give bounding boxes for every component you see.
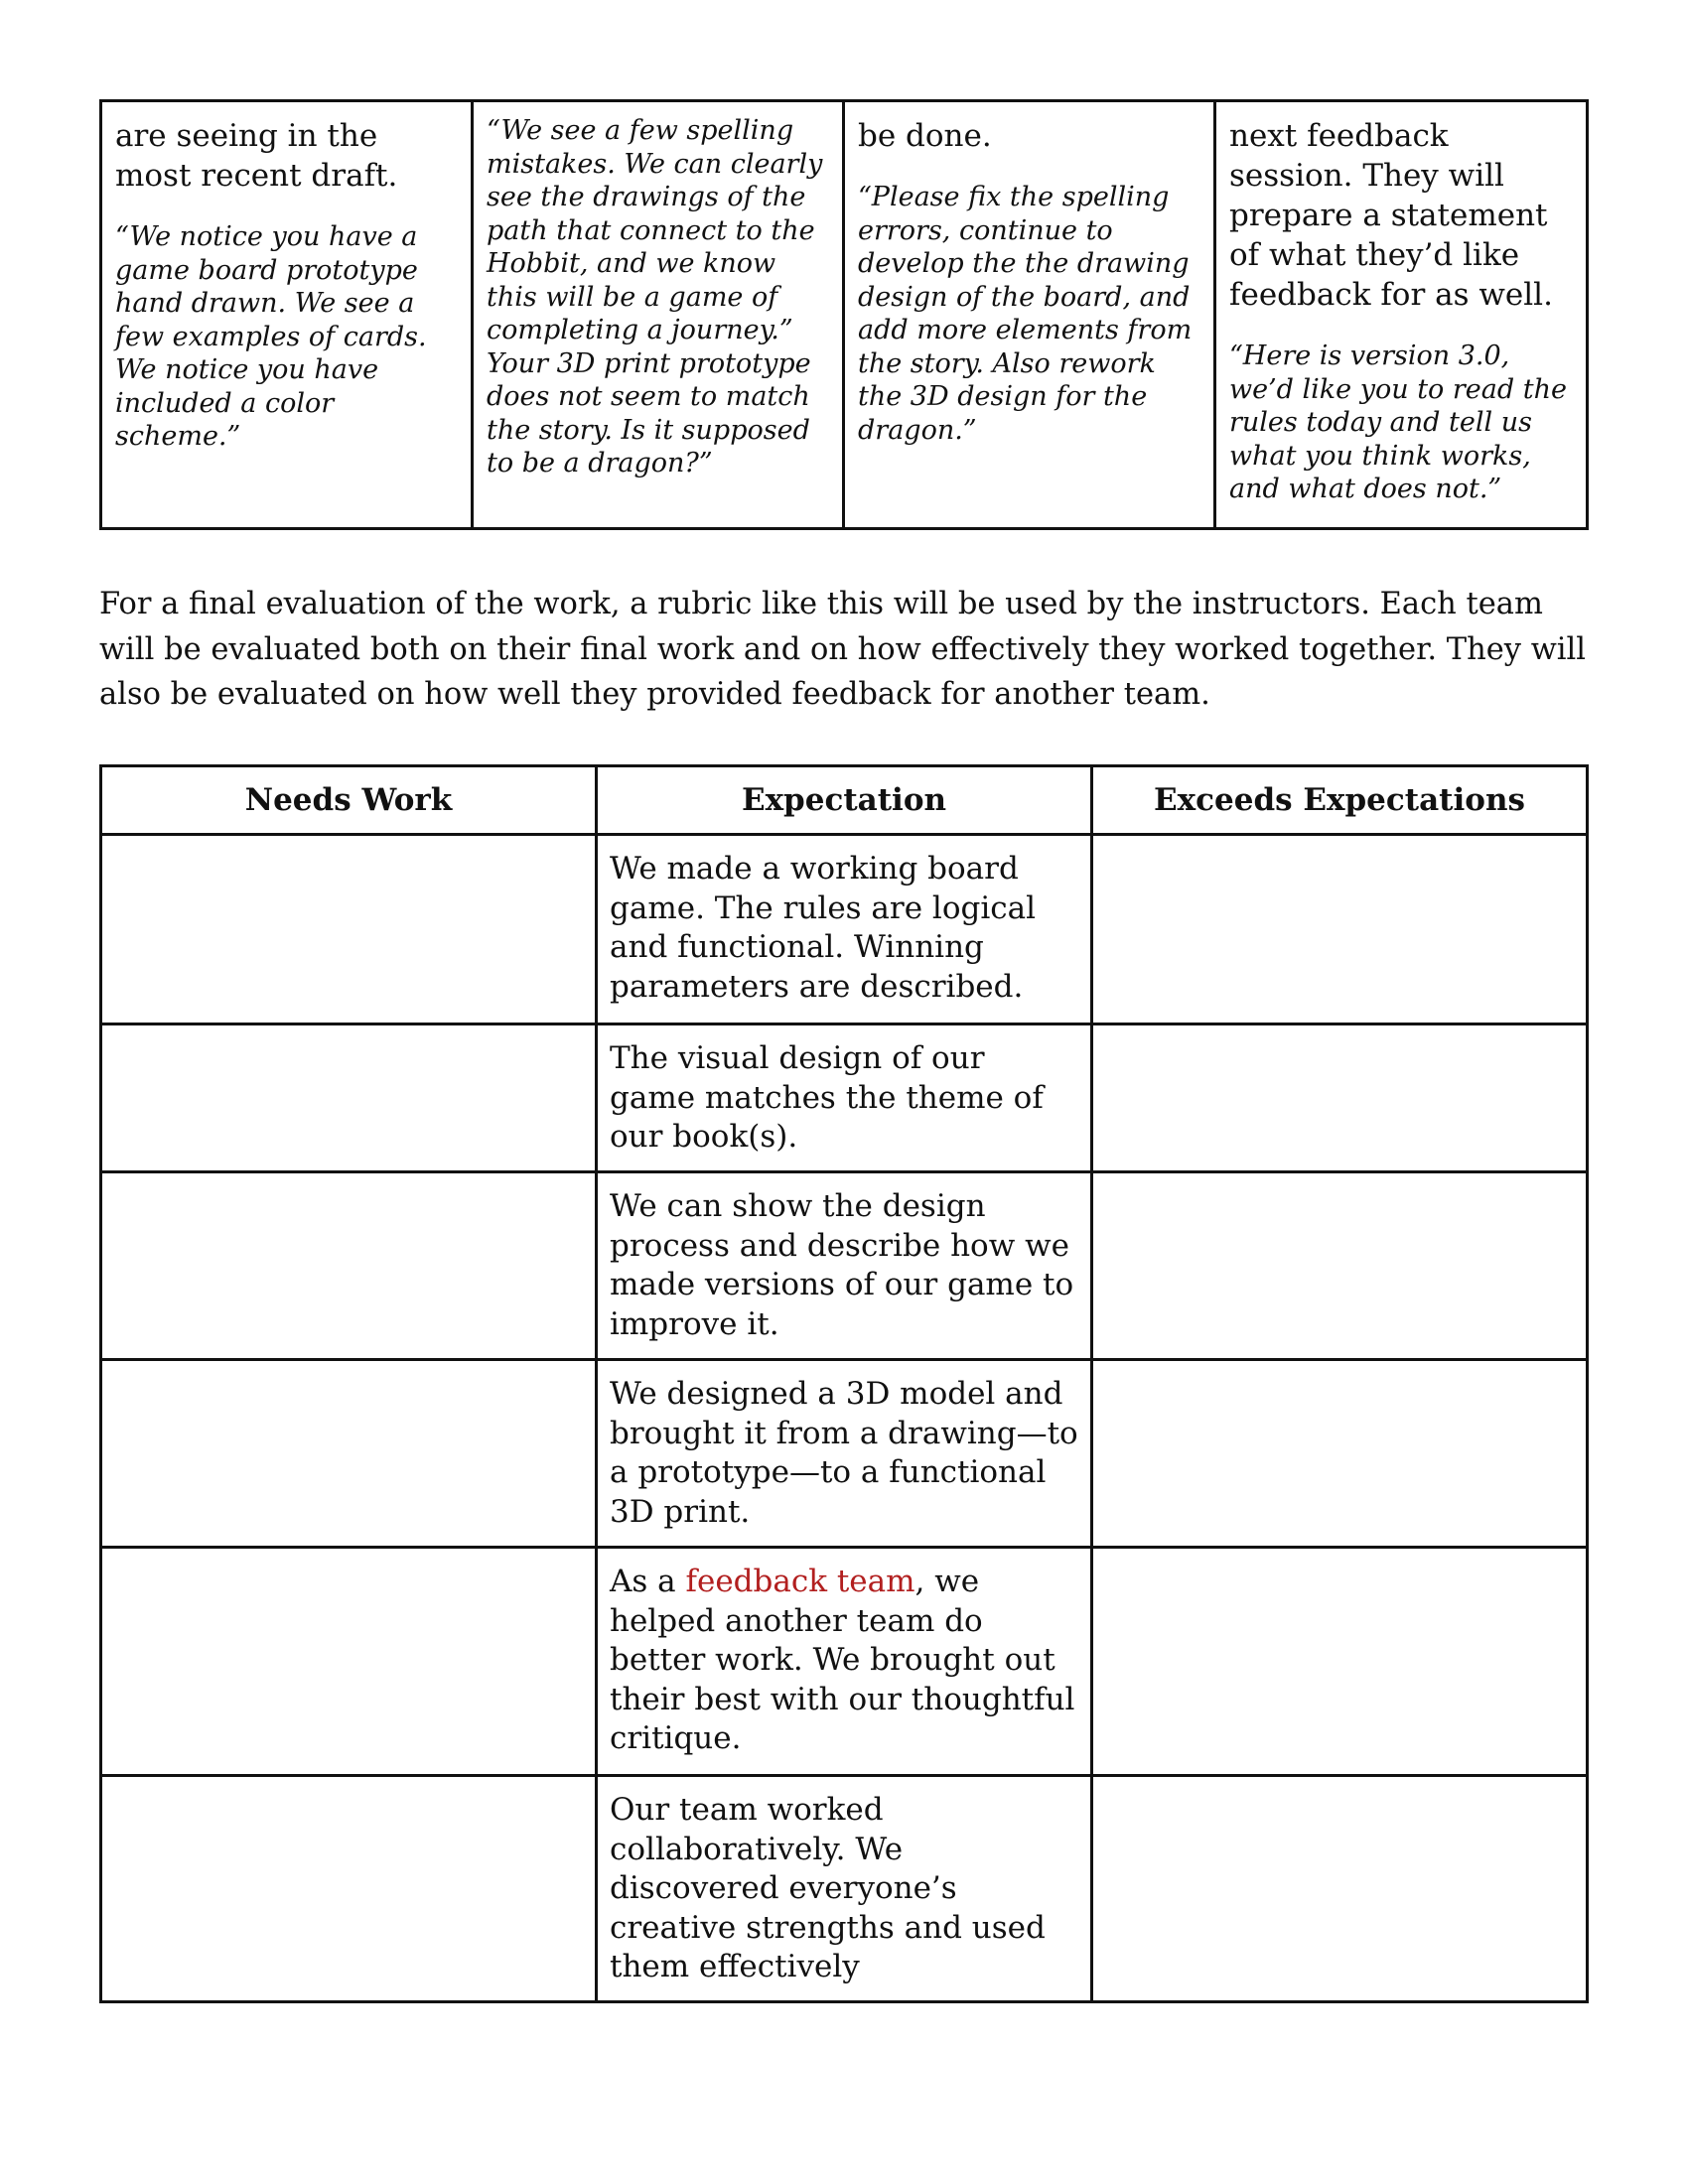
feedback-cell-3 [844, 101, 1215, 529]
feedback-protocol-table [99, 99, 1589, 530]
feedback-team-link[interactable]: feedback team [685, 1564, 915, 1599]
exceeds-cell [1092, 1776, 1588, 2002]
cell-lead-text: are seeing in the most recent draft. [115, 118, 398, 194]
header-needs-work: Needs Work [101, 766, 597, 835]
exceeds-cell [1092, 1172, 1588, 1360]
rubric-intro-paragraph: For a final evaluation of the work, a rubric like this will be used by the instructors. Each team will be evaluated both on their final work and on how effectively they worked together. They will also be evaluated on how well they provided feedback for another team. [99, 587, 1587, 712]
table-row [101, 1360, 1588, 1548]
table-row [101, 1172, 1588, 1360]
table-row [101, 1024, 1588, 1172]
header-exceeds-expectations: Exceeds Expectations [1092, 766, 1588, 835]
exceeds-cell [1092, 1548, 1588, 1776]
needs-work-cell [101, 1172, 597, 1360]
feedback-cell-4 [1215, 101, 1588, 529]
table-row [101, 101, 1588, 529]
cell-lead-text: be done. [858, 118, 992, 154]
expectation-cell: The visual design of our game matches the theme of our book(s). [597, 1024, 1092, 1172]
expectation-suffix: , we helped another team do better work. We brought out their best with our thoughtful critique. [610, 1564, 1075, 1756]
cell-quote-text: “We see a few spelling mistakes. We can clearly see the drawings of the path that connect to the Hobbit, and we know this will be a game of completing a journey.” Your 3D print prototype does not seem to match the story. Is it supposed to be a dragon?” [487, 115, 823, 478]
needs-work-cell [101, 1776, 597, 2002]
cell-quote-text: “Here is version 3.0, we’d like you to read the rules today and tell us what you think works, and what does not.” [1229, 341, 1567, 504]
table-row [101, 1776, 1588, 2002]
feedback-cell-1 [101, 101, 473, 529]
cell-lead-text: next feedback session. They will prepare a statement of what they’d like feedback for as well. [1229, 118, 1553, 313]
expectation-cell: We designed a 3D model and brought it from a drawing—to a prototype—to a functional 3D print. [597, 1360, 1092, 1548]
needs-work-cell [101, 1360, 597, 1548]
exceeds-cell [1092, 1360, 1588, 1548]
expectation-cell: We can show the design process and describe how we made versions of our game to improve it. [597, 1172, 1092, 1360]
table-row [101, 835, 1588, 1024]
expectation-prefix: As a [610, 1564, 686, 1599]
exceeds-cell [1092, 1024, 1588, 1172]
header-expectation: Expectation [597, 766, 1092, 835]
expectation-cell [597, 1548, 1092, 1776]
cell-quote-text: “Please fix the spelling errors, continue to develop the the drawing design of the board, and add more elements from the story. Also rework the 3D design for the dragon.” [858, 182, 1193, 446]
rubric-header-row [101, 766, 1588, 835]
needs-work-cell [101, 1024, 597, 1172]
cell-quote-text: “We notice you have a game board prototype hand drawn. We see a few examples of cards. We notice you have included a color scheme.” [115, 221, 427, 452]
needs-work-cell [101, 835, 597, 1024]
exceeds-cell [1092, 835, 1588, 1024]
table-row [101, 1548, 1588, 1776]
expectation-cell: We made a working board game. The rules are logical and functional. Winning parameters are described. [597, 835, 1092, 1024]
needs-work-cell [101, 1548, 597, 1776]
feedback-cell-2 [473, 101, 844, 529]
expectation-cell: Our team worked collaboratively. We discovered everyone’s creative strengths and used them effectively [597, 1776, 1092, 2002]
rubric-table [99, 764, 1589, 2003]
